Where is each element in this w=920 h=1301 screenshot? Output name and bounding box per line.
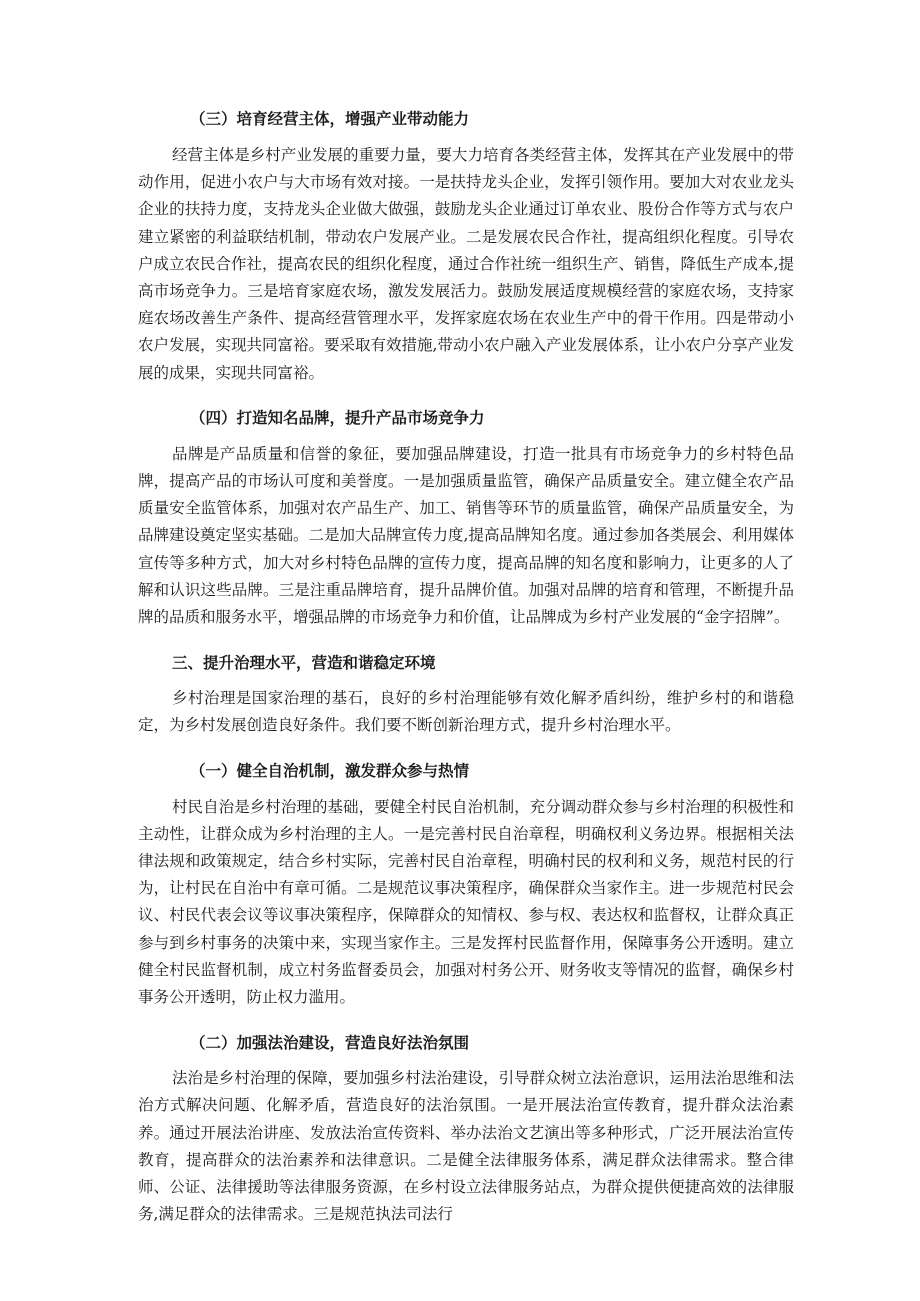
paragraph-cultivate-operators: 经营主体是乡村产业发展的重要力量，要大力培育各类经营主体，发挥其在产业发展中的带动作用，促进小农户与大市场有效对接。一是扶持龙头企业，发挥引领作用。要加大对农业龙头企业的扶持力度，支持龙头企业做大做强，鼓励龙头企业通过订单农业、股份合作等方式与农户建立紧密的利益联结机制，带动农户发展产业。二是发展农民合作社，提高组织化程度。引导农户成立农民合作社，提高农民的组织化程度，通过合作社统一组织生产、销售，降低生产成本,提高市场竞争力。三是培育家庭农场，激发发展活力。鼓励发展适度规模经营的家庭农场，支持家庭农场改善生产条件、提高经营管理水平，发挥家庭农场在农业生产中的骨干作用。四是带动小农户发展，实现共同富裕。要采取有效措施,带动小农户融入产业发展体系，让小农户分享产业发展的成果，实现共同富裕。: [138, 146, 794, 382]
chapter-heading-governance: 三、提升治理水平，营造和谐稳定环境: [172, 653, 436, 672]
paragraph-rule-of-law: 法治是乡村治理的保障，要加强乡村法治建设，引导群众树立法治意识，运用法治思维和法治方式解决问题、化解矛盾，营造良好的法治氛围。一是开展法治宣传教育，提升群众法治素养。通过开展法治讲座、发放法治宣传资料、举办法治文艺演出等多种形式，广泛开展法治宣传教育，提高群众的法治素养和法律意识。二是健全法律服务体系，满足群众法律需求。整合律师、公证、法律援助等法律服务资源，在乡村设立法律服务站点，为群众提供便捷高效的法律服务,满足群众的法律需求。三是规范执法司法行: [138, 1069, 794, 1224]
section-heading-cultivate-operators: （三）培育经营主体，增强产业带动能力: [190, 110, 470, 129]
paragraph-build-brands: 品牌是产品质量和信誉的象征，要加强品牌建设，打造一批具有市场竞争力的乡村特色品牌，提高产品的市场认可度和美誉度。一是加强质量监管，确保产品质量安全。建立健全农产品质量安全监管体系，加强对农产品生产、加工、销售等环节的质量监管，确保产品质量安全，为品牌建设奠定坚实基础。二是加大品牌宣传力度,提高品牌知名度。通过参加各类展会、利用媒体宣传等多种方式，加大对乡村特色品牌的宣传力度，提高品牌的知名度和影响力，让更多的人了解和认识这些品牌。三是注重品牌培育，提升品牌价值。加强对品牌的培育和管理，不断提升品牌的品质和服务水平，增强品牌的市场竞争力和价值，让品牌成为乡村产业发展的“金字招牌”。: [138, 444, 794, 627]
section-heading-rule-of-law: （二）加强法治建设，营造良好法治氛围: [190, 1033, 470, 1052]
section-heading-build-brands: （四）打造知名品牌，提升产品市场竞争力: [190, 409, 485, 428]
paragraph-self-governance: 村民自治是乡村治理的基础，要健全村民自治机制，充分调动群众参与乡村治理的积极性和主动性，让群众成为乡村治理的主人。一是完善村民自治章程，明确权利义务边界。根据相关法律法规和政策规定，结合乡村实际，完善村民自治章程，明确村民的权利和义务，规范村民的行为，让村民在自治中有章可循。二是规范议事决策程序，确保群众当家作主。进一步规范村民会议、村民代表会议等议事决策程序，保障群众的知情权、参与权、表达权和监督权，让群众真正参与到乡村事务的决策中来，实现当家作主。三是发挥村民监督作用，保障事务公开透明。建立健全村民监督机制，成立村务监督委员会，加强对村务公开、财务收支等情况的监督，确保乡村事务公开透明，防止权力滥用。: [138, 797, 794, 1007]
section-heading-self-governance: （一）健全自治机制，激发群众参与热情: [190, 762, 470, 781]
paragraph-governance-intro: 乡村治理是国家治理的基石，良好的乡村治理能够有效化解矛盾纠纷，维护乡村的和谐稳定，为乡村发展创造良好条件。我们要不断创新治理方式，提升乡村治理水平。: [138, 689, 794, 735]
document-page: [138, 98, 794, 1239]
